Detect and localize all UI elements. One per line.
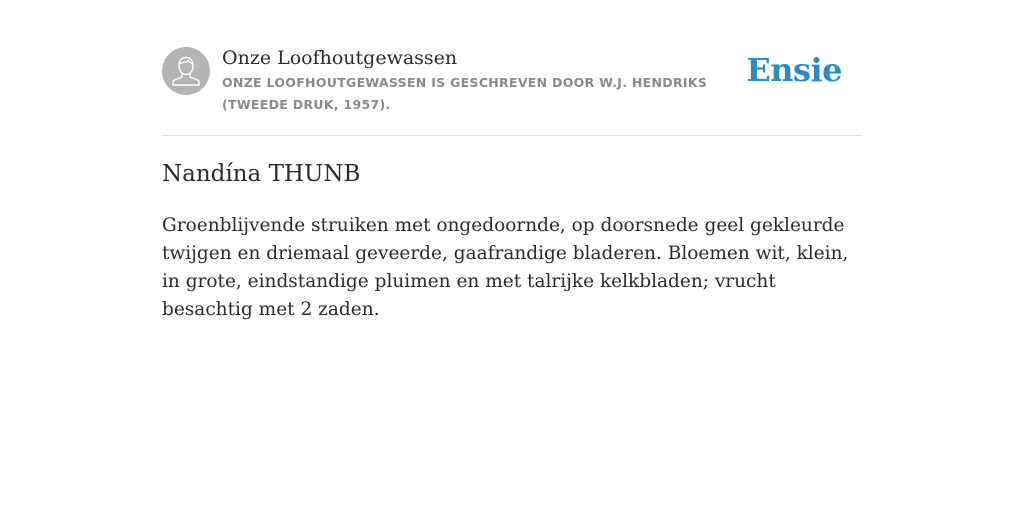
content-container [162, 44, 862, 320]
source-header [162, 44, 862, 136]
brand-logo-link[interactable]: Ensie [746, 51, 842, 89]
source-title[interactable]: Onze Loofhoutgewassen [222, 47, 458, 69]
entry-body: Groenblijvende struiken met ongedoornde, op doorsnede geel gekleurde twijgen en driemaal geveerde, gaafrandige bladeren. Bloemen wit, klein, in grote, eindstandige pluimen en met talrijke kelkbladen; vrucht besachtig met 2 zaden. [162, 215, 849, 320]
avatar [162, 47, 210, 95]
source-description: ONZE LOOFHOUTGEWASSEN IS GESCHREVEN DOOR W.J. HENDRIKS (TWEEDE DRUK, 1957). [222, 75, 708, 112]
entry-title: Nandína THUNB [162, 161, 361, 187]
user-icon [162, 47, 210, 95]
